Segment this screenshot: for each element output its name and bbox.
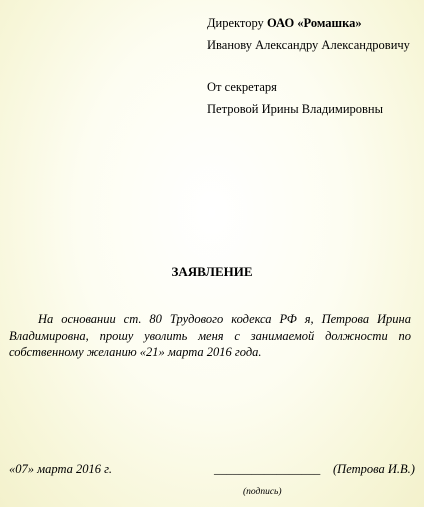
addressee-position: Директору xyxy=(207,16,267,30)
sender-position: От секретаря xyxy=(207,80,277,94)
addressee-name: Иванову Александру Александровичу xyxy=(207,38,410,52)
addressee-line-1 xyxy=(207,12,410,34)
statement-body: На основании ст. 80 Трудового кодекса РФ я, Петрова Ирина Владимировна, прошу уволить меня с занимаемой должности по собственному желанию «21» марта 2016 года. xyxy=(9,312,411,359)
signature-line: _________________ xyxy=(214,462,321,476)
sender-block xyxy=(207,76,383,120)
addressee-company: ОАО «Ромашка» xyxy=(266,16,362,30)
signature-name: (Петрова И.В.) xyxy=(333,462,415,476)
signature-caption: (подпись) xyxy=(243,487,282,497)
statement-date: «07» марта 2016 г. xyxy=(9,462,112,476)
document-title: ЗАЯВЛЕНИЕ xyxy=(171,264,253,279)
sender-name: Петровой Ирины Владимировны xyxy=(207,102,384,116)
addressee-block xyxy=(207,12,410,56)
